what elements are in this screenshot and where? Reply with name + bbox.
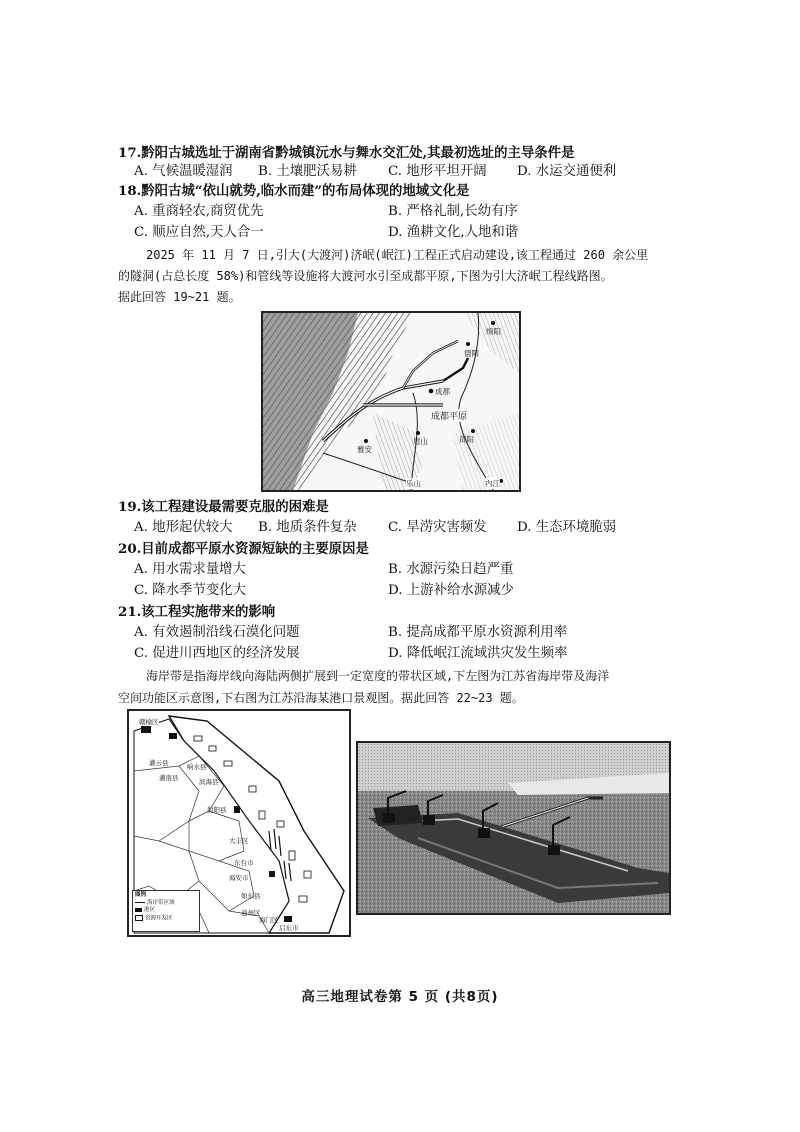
q21-option-b: B. 提高成都平原水资源利用率 xyxy=(388,625,568,640)
q17-option-c: C. 地形平坦开阔 xyxy=(388,164,487,179)
passage1-line1: 2025 年 11 月 7 日,引大(大渡河)济岷(岷江)工程正式启动建设,该工程通过 260 余公里 xyxy=(146,248,649,262)
q17-option-d: D. 水运交通便利 xyxy=(517,164,617,179)
map-legend xyxy=(132,890,200,932)
q19-option-d: D. 生态环境脆弱 xyxy=(517,520,617,535)
q18-option-d: D. 渔耕文化,人地和谐 xyxy=(388,225,519,240)
label-leshan: 乐山 xyxy=(406,479,421,488)
passage2-line1: 海岸带是指海岸线向海陆两侧扩展到一定宽度的带状区域,下左图为江苏省海岸带及海洋 xyxy=(146,669,610,683)
coastal-line-symbol xyxy=(135,902,145,903)
label-neijiang: 内江 xyxy=(485,479,500,488)
q20-stem: 20.目前成都平原水资源短缺的主要原因是 xyxy=(118,541,369,557)
label-haimen: 海门区 xyxy=(259,916,279,924)
passage1-line2: 的隧洞(占总长度 58%)和管线等设施将大渡河水引至成都平原,下图为引大济岷工程线路图。 xyxy=(118,269,613,283)
jiangsu-coastal-map xyxy=(127,709,351,937)
legend-item-port: 港区 xyxy=(144,907,156,913)
label-xiangshui: 响水县 xyxy=(187,763,207,771)
label-mianyang: 绵阳 xyxy=(486,327,501,336)
label-deyang: 德阳 xyxy=(464,349,479,358)
label-ziyang: 资阳 xyxy=(459,435,474,444)
resource-symbol xyxy=(135,915,143,921)
q20-option-d: D. 上游补给水源减少 xyxy=(388,583,514,598)
q19-option-c: C. 旱涝灾害频发 xyxy=(388,520,487,535)
legend-title: 图例 xyxy=(135,892,147,898)
q21-option-a: A. 有效遏制沿线石漠化问题 xyxy=(134,625,300,640)
q18-option-c: C. 顺应自然,天人合一 xyxy=(134,225,264,240)
q21-option-d: D. 降低岷江流域洪灾发生频率 xyxy=(388,646,568,661)
q17-option-a: A. 气候温暖湿润 xyxy=(134,164,233,179)
q19-stem: 19.该工程建设最需要克服的困难是 xyxy=(118,499,329,515)
label-dongtai: 东台市 xyxy=(234,859,254,867)
q19-option-a: A. 地形起伏较大 xyxy=(134,520,233,535)
label-ganyu: 赣榆区 xyxy=(139,718,159,726)
label-sheyang: 射阳县 xyxy=(207,806,227,814)
q20-option-b: B. 水源污染日趋严重 xyxy=(388,562,514,577)
legend-item-resource: 资源开发区 xyxy=(145,915,173,921)
q21-option-c: C. 促进川西地区的经济发展 xyxy=(134,646,300,661)
label-guannan: 灌南县 xyxy=(159,774,179,782)
q18-stem: 18.黔阳古城“依山就势,临水而建”的布局体现的地域文化是 xyxy=(118,183,470,199)
label-haian: 海安市 xyxy=(229,874,249,882)
relief-terrain xyxy=(263,313,519,490)
label-chengdu: 成都 xyxy=(435,387,450,396)
passage2-line2: 空间功能区示意图,下右图为江苏沿海某港口景观图。据此回答 22~23 题。 xyxy=(118,691,524,705)
label-qidong: 启东市 xyxy=(279,924,299,932)
label-guanyun: 灌云县 xyxy=(149,759,169,767)
q20-option-a: A. 用水需求量增大 xyxy=(134,562,246,577)
q17-stem: 17.黔阳古城选址于湖南省黔城镇沅水与舞水交汇处,其最初选址的主导条件是 xyxy=(118,145,575,161)
label-meishan: 眉山 xyxy=(413,437,428,446)
label-rudong: 如东县 xyxy=(241,892,261,900)
legend-item-coastal: 海岸带区域 xyxy=(147,899,175,906)
project-route-map xyxy=(261,311,521,492)
page-footer: 高三地理试卷第 5 页 (共8页) xyxy=(301,989,499,1005)
label-binhai: 滨海县 xyxy=(199,778,219,786)
port-photo xyxy=(356,741,671,915)
label-dafeng: 大丰区 xyxy=(229,837,249,845)
label-yaan: 雅安 xyxy=(357,445,372,454)
label-chengdu-plain: 成都平原 xyxy=(431,409,467,422)
q18-option-b: B. 严格礼制,长幼有序 xyxy=(388,204,518,219)
q21-stem: 21.该工程实施带来的影响 xyxy=(118,604,276,620)
q18-option-a: A. 重商轻农,商贸优先 xyxy=(134,204,264,219)
passage1-line3: 据此回答 19~21 题。 xyxy=(118,290,241,304)
port-scene xyxy=(358,743,669,913)
port-symbol xyxy=(135,908,142,912)
q17-option-b: B. 土壤肥沃易耕 xyxy=(258,164,357,179)
q19-option-b: B. 地质条件复杂 xyxy=(258,520,357,535)
label-tongzhou: 通州区 xyxy=(241,909,261,917)
q20-option-c: C. 降水季节变化大 xyxy=(134,583,247,598)
